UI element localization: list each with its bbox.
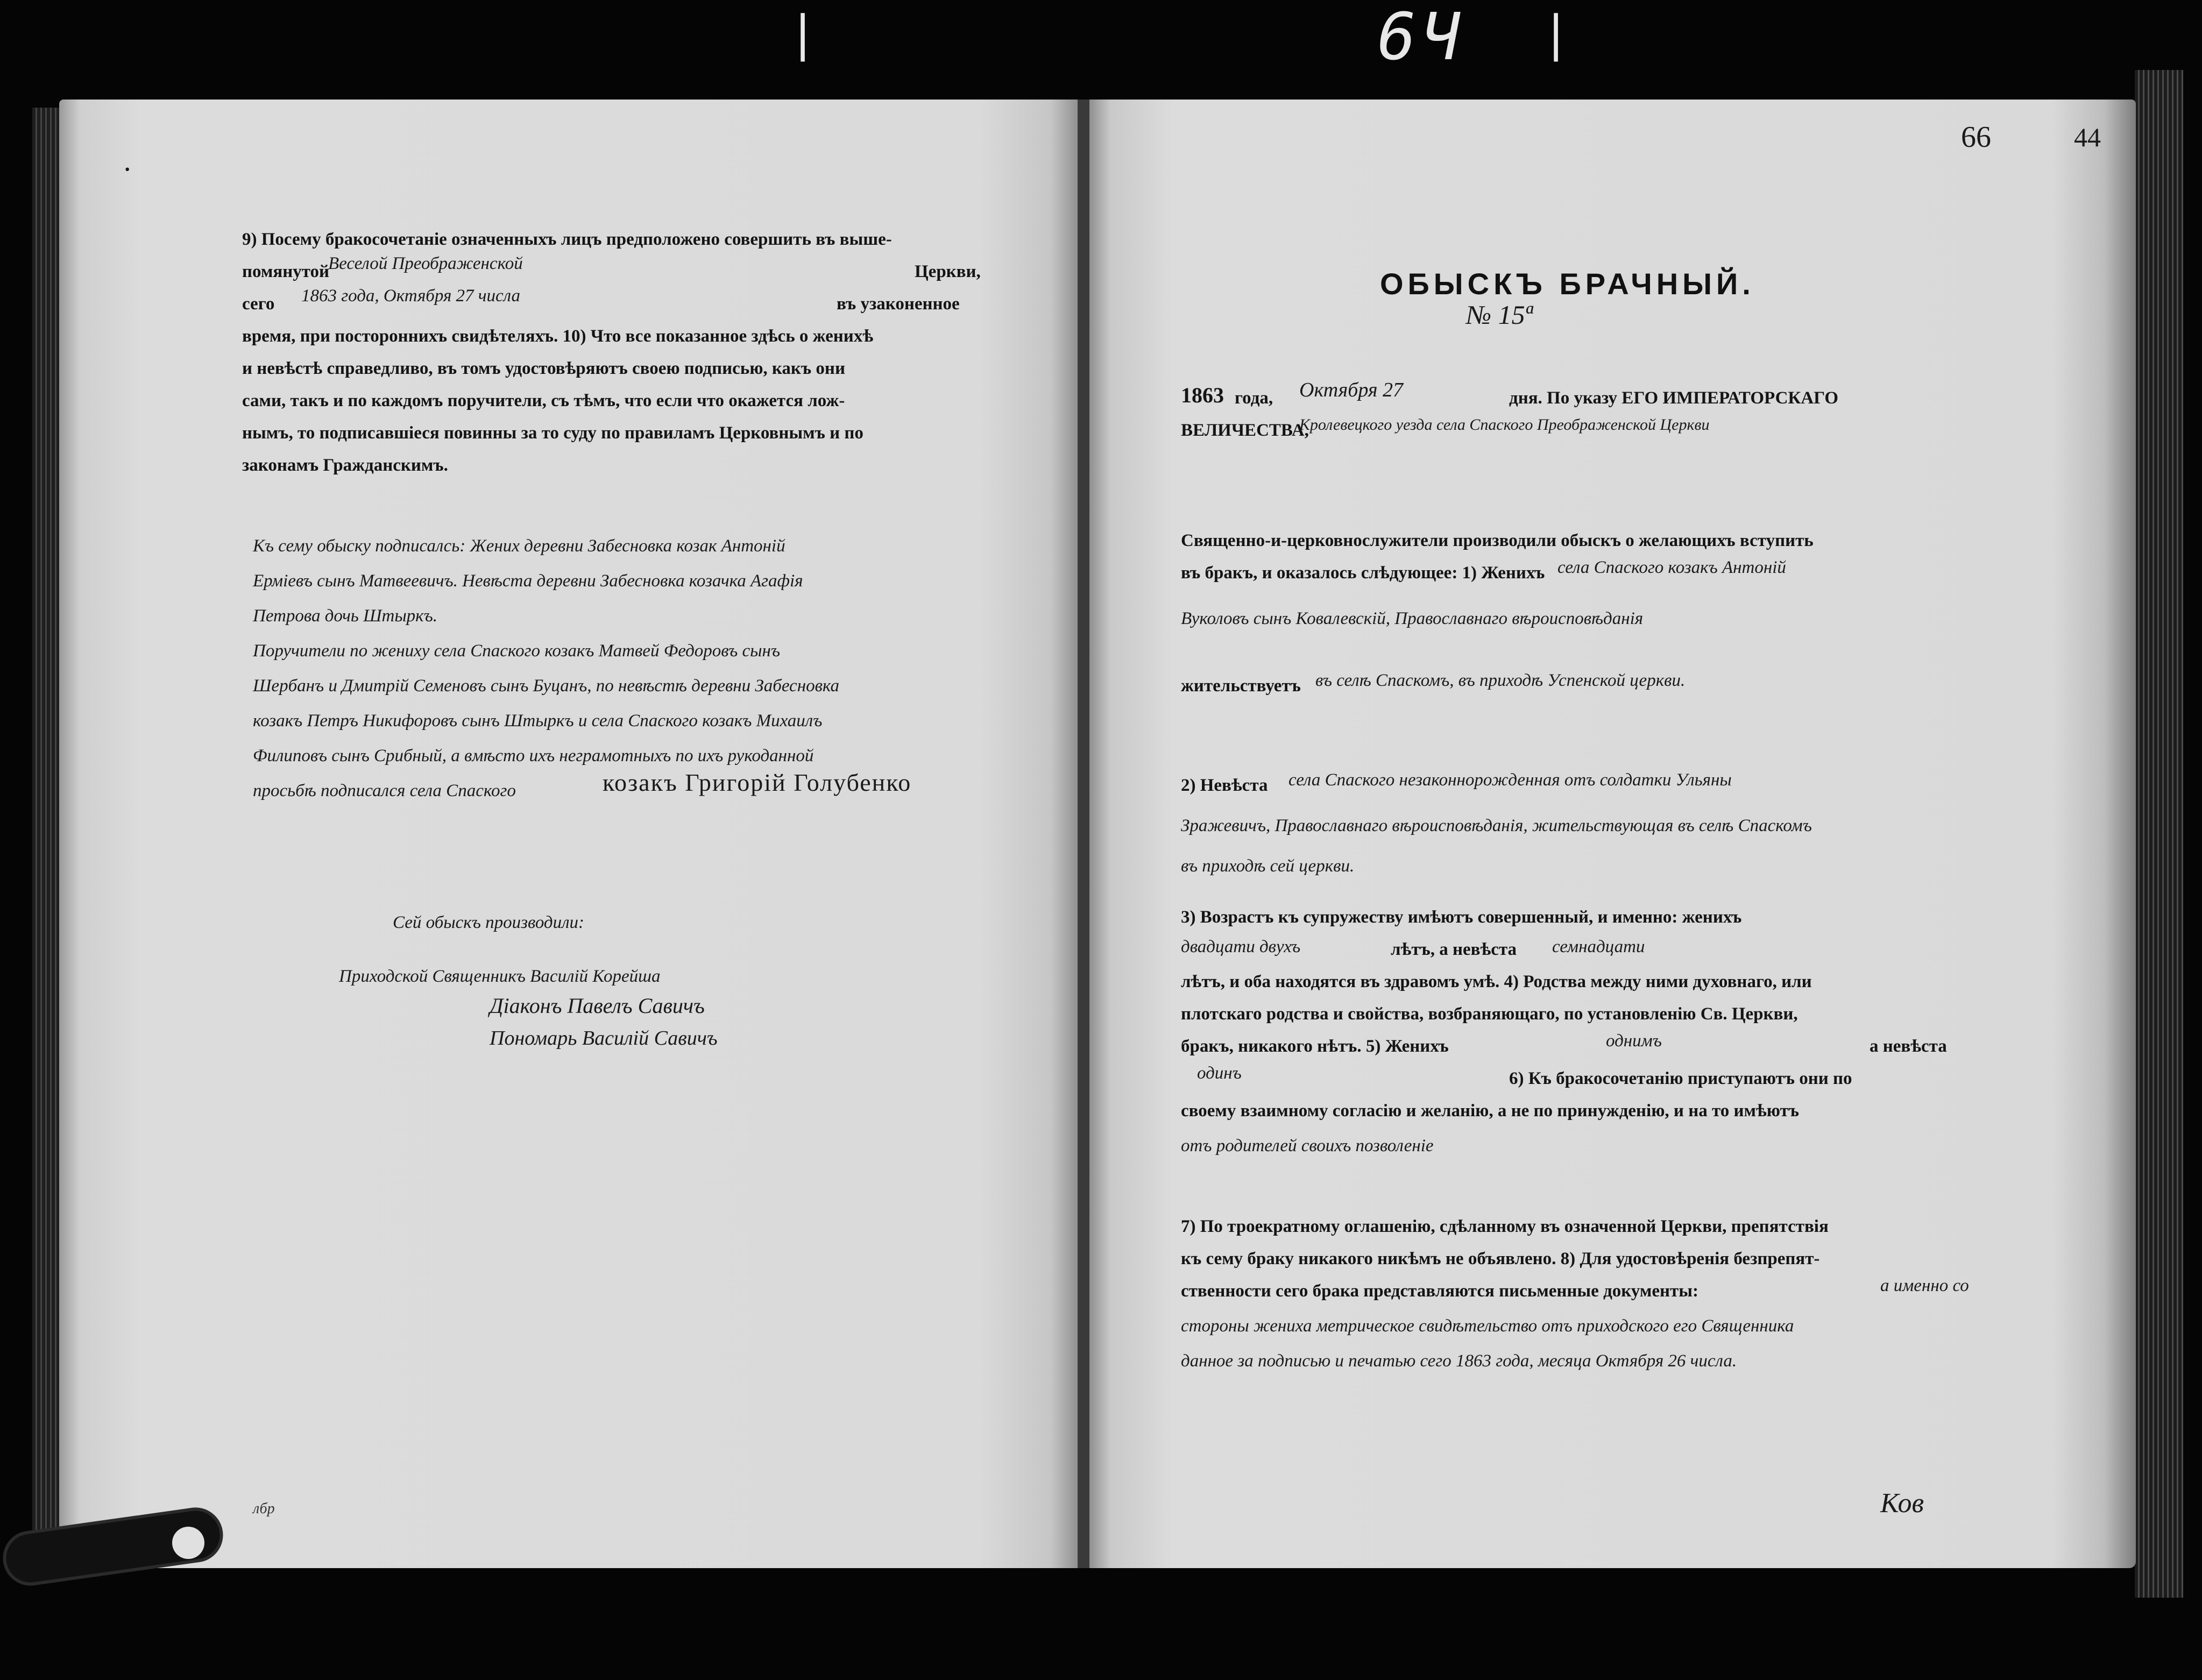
- footer-stamp: лбр: [253, 1500, 275, 1517]
- intro-line2-a: въ бракъ, и оказалось слѣдующее: 1) Женихъ: [1181, 563, 1545, 583]
- witness-hw-line3: Петрова дочь Штыркъ.: [253, 606, 437, 626]
- bride-hw-line3: въ приходѣ сей церкви.: [1181, 856, 1355, 876]
- frame-number: 6Ч: [1377, 0, 1466, 75]
- clergy-priest: Приходской Священникъ Василій Корейша: [339, 967, 661, 986]
- witness-hw-line8: просьбѣ подписался села Спаского: [253, 781, 516, 800]
- item7-line5-handwritten: данное за подписью и печатью сего 1863 года, месяца Октября 26 числа.: [1181, 1351, 1737, 1371]
- item9-church-handwritten: Веселой Преображенской: [328, 254, 523, 273]
- witness-hw-line5: Шербанъ и Дмитрій Семеновъ сынъ Буцанъ, по невѣстѣ деревни Забесновка: [253, 676, 840, 696]
- binder-clip-hole: [172, 1527, 204, 1559]
- conducted-label: Сей обыскъ производили:: [393, 913, 585, 932]
- footer-handwritten: Ков: [1880, 1488, 1924, 1519]
- clergy-sexton: Пономарь Василій Савичъ: [490, 1027, 718, 1050]
- witness-hw-line2: Ерміевъ сынъ Матвеевичъ. Невѣста деревни Забесновка козачка Агафія: [253, 571, 803, 591]
- left-page: [59, 100, 1081, 1568]
- witness-hw-line1: Къ сему обыску подписалсь: Жених деревни Забесновка козак Антоній: [253, 536, 785, 556]
- item9-line1: 9) Посему бракосочетаніе означенныхъ лицъ предположено совершить въ выше-: [242, 230, 892, 249]
- corner-mark: ·: [124, 157, 131, 181]
- item7-line3-handwritten: а именно со: [1880, 1276, 1969, 1295]
- item7-line1: 7) По троекратному оглашенію, сдѣланному въ означенной Церкви, препятствія: [1181, 1217, 1829, 1236]
- record-number: № 15ª: [1466, 300, 1533, 330]
- item7-line3-a: ственности сего брака представляются письменные документы:: [1181, 1281, 1698, 1301]
- age-line1: 3) Возрастъ къ супружеству имѣютъ совершенный, и именно: женихъ: [1181, 908, 1742, 927]
- item9-line2-a: помянутой: [242, 262, 330, 281]
- item9-date-handwritten: 1863 года, Октября 27 числа: [301, 286, 520, 306]
- groom-name-handwritten: Вуколовъ сынъ Ковалевскій, Православнаго вѣроисповѣданія: [1181, 609, 1644, 628]
- date-handwritten: Октября 27: [1299, 379, 1404, 401]
- age-line3: лѣтъ, и оба находятся въ здравомъ умѣ. 4) Родства между ними духовнаго, или: [1181, 972, 1812, 991]
- line7: нымъ, то подписавшіеся повинны за то суду по правиламъ Церковнымъ и по: [242, 423, 863, 443]
- book-edge-right: [2135, 70, 2183, 1598]
- right-page: [1089, 100, 2136, 1568]
- age-line6-b: 6) Къ бракосочетанію приступаютъ они по: [1509, 1069, 1852, 1088]
- item7-line2: къ сему браку никакого никѣмъ не объявлено. 8) Для удостовѣренія безпрепят-: [1181, 1249, 1820, 1268]
- frame-tick-right: |: [1541, 5, 1571, 62]
- age-groom-handwritten: двадцати двухъ: [1181, 937, 1301, 956]
- age-line5-a: бракъ, никакого нѣтъ. 5) Женихъ: [1181, 1037, 1449, 1056]
- bride-hw-line1: села Спаского незаконнорожденная отъ солдатки Ульяны: [1288, 770, 1732, 790]
- residence-handwritten: въ селѣ Спаскомъ, въ приходѣ Успенской церкви.: [1315, 671, 1686, 690]
- witness-hw-line4: Поручители по жениху села Спаского козакъ Матвей Федоровъ сынъ: [253, 641, 781, 661]
- intro-line1: Священно-и-церковнослужители производили обыскъ о желающихъ вступить: [1181, 531, 1814, 550]
- page-number: 66: [1961, 120, 1991, 154]
- groom-origin-handwritten: села Спаского козакъ Антоній: [1557, 558, 1786, 577]
- majesty: ВЕЛИЧЕСТВА,: [1181, 421, 1309, 440]
- bride-hw-line2: Зражевичъ, Православнаго вѣроисповѣданія, жительствующая въ селѣ Спаскомъ: [1181, 816, 1812, 835]
- age-line6-handwritten: одинъ: [1197, 1064, 1242, 1083]
- date-b: дня. По указу ЕГО ИМПЕРАТОРСКАГО: [1509, 388, 1839, 408]
- clergy-deacon: Діаконъ Павелъ Савичъ: [490, 994, 705, 1018]
- date-year: 1863: [1181, 383, 1224, 407]
- age-line8-handwritten: отъ родителей своихъ позволеніе: [1181, 1136, 1434, 1156]
- majesty-handwritten: Кролевецкого уезда села Спаского Преображенской Церкви: [1299, 416, 1710, 434]
- frame-tick-left: |: [788, 5, 818, 62]
- item7-line4-handwritten: стороны жениха метрическое свидѣтельство отъ приходского его Священника: [1181, 1316, 1794, 1336]
- document-title: ОБЫСКЪ БРАЧНЫЙ.: [1380, 267, 1755, 301]
- residence-a: жительствуетъ: [1181, 676, 1301, 696]
- date-a: года,: [1235, 388, 1273, 408]
- item9-line3-b: въ узаконенное: [837, 294, 960, 314]
- bride-a: 2) Невѣста: [1181, 776, 1268, 795]
- book-edge-left: [32, 108, 62, 1560]
- age-bride-handwritten: семнадцати: [1552, 937, 1645, 956]
- line6: сами, такъ и по каждомъ поручители, съ тѣмъ, что если что окажется лож-: [242, 391, 845, 410]
- age-line5-handwritten: однимъ: [1606, 1031, 1662, 1051]
- item9-line3-a: сего: [242, 294, 275, 314]
- signature-golubenko: козакъ Григорій Голубенко: [603, 769, 912, 796]
- witness-hw-line6: козакъ Петръ Никифоровъ сынъ Штыркъ и села Спаского козакъ Михаилъ: [253, 711, 823, 731]
- line5: и невѣстѣ справедливо, въ томъ удостовѣряютъ своею подписью, какъ они: [242, 359, 845, 378]
- item9-line2-b: Церкви,: [915, 262, 981, 281]
- witness-hw-line7: Филиповъ сынъ Срибный, а вмѣсто ихъ неграмотныхъ по ихъ рукоданной: [253, 746, 814, 765]
- line8: законамъ Гражданскимъ.: [242, 456, 448, 475]
- corner-number: 44: [2074, 122, 2101, 152]
- age-line4: плотскаго родства и свойства, возбраняющаго, по установленію Св. Церкви,: [1181, 1004, 1798, 1024]
- age-line7: своему взаимному согласію и желанію, а не по принужденію, и на то имѣютъ: [1181, 1101, 1800, 1121]
- age-line5-b: а невѣста: [1870, 1037, 1947, 1056]
- age-mid: лѣтъ, а невѣста: [1391, 940, 1517, 959]
- line4: время, при постороннихъ свидѣтеляхъ. 10) Что все показанное здѣсь о женихѣ: [242, 327, 874, 346]
